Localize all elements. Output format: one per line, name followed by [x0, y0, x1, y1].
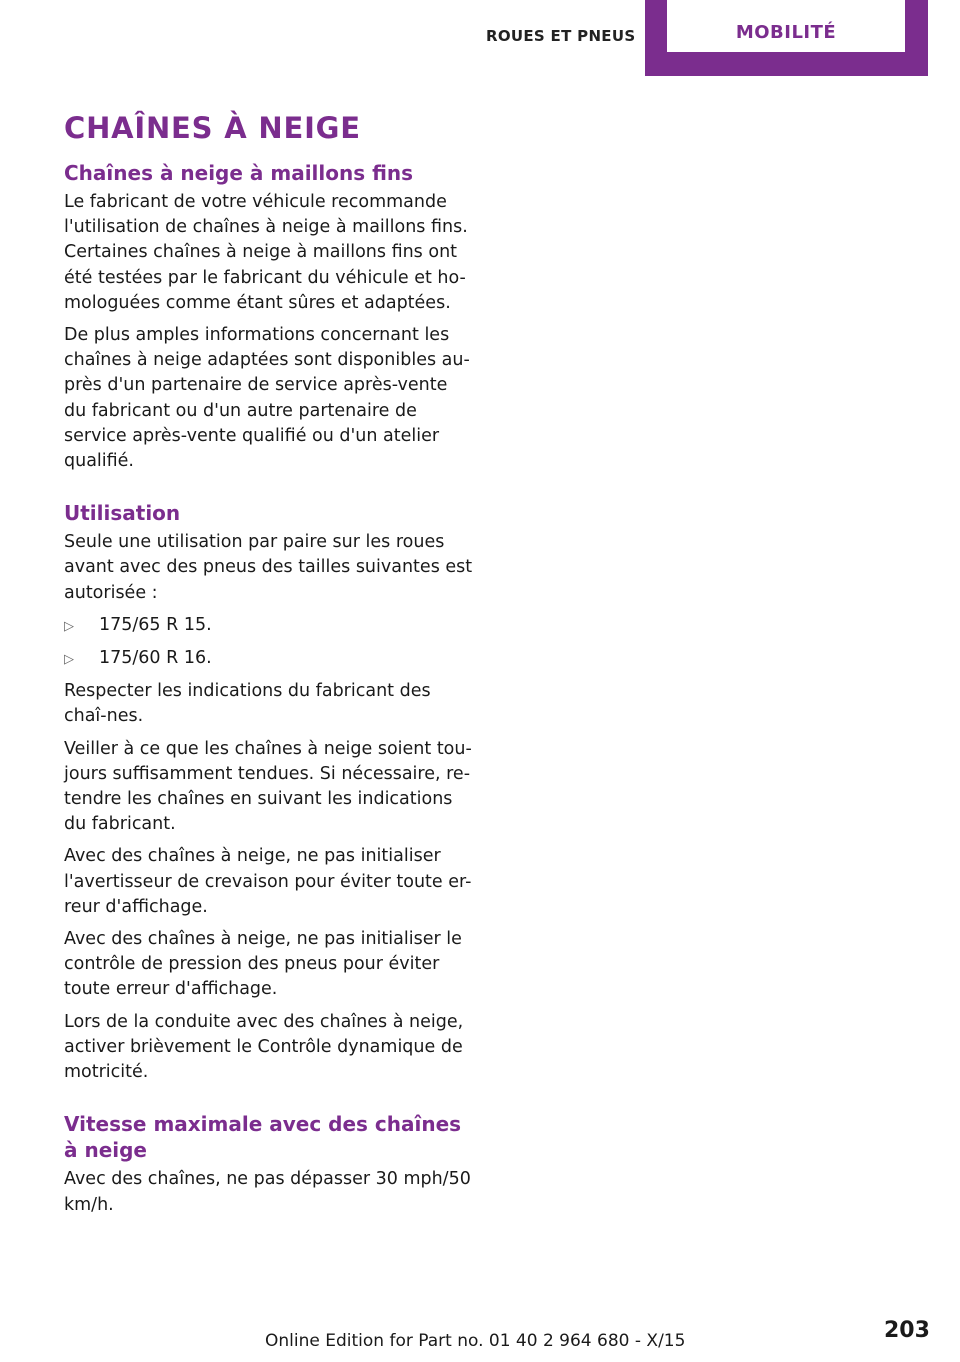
- triangle-right-icon: ▷: [64, 652, 74, 668]
- header-chapter-label: MOBILITÉ: [735, 22, 837, 43]
- section-heading-max-speed: Vitesse maximale avec des chaînes à neige: [64, 1112, 462, 1163]
- footer-edition: Online Edition for Part no. 01 40 2 964 680 - X/15: [265, 1331, 686, 1351]
- header-section-title: ROUES ET PNEUS: [486, 27, 636, 45]
- paragraph: Avec des chaînes, ne pas dépasser 30 mph/50 km/h.: [64, 1169, 471, 1215]
- paragraph: Seule une utilisation par paire sur les roues avant avec des pneus des tailles suivantes est autorisée :: [64, 532, 473, 603]
- page-title: CHAÎNES À NEIGE: [64, 111, 361, 145]
- header-chapter-tab: [645, 0, 928, 76]
- list-item-text: 175/60 R 16.: [99, 648, 212, 669]
- page-number: 203: [884, 1318, 930, 1343]
- header-chapter-tab-inner: [667, 0, 905, 52]
- paragraph: Le fabricant de votre véhicule recommande l'utilisation de chaînes à neige à maillons fins. Certaines chaînes à neige à maillons fins ont été testées par le fabricant du véhicule et ho-mologuées comme étant sûres et adaptées.: [64, 192, 468, 313]
- list-item: [64, 646, 474, 672]
- paragraph: De plus amples informations concernant les chaînes à neige adaptées sont disponibles au-près d'un partenaire de service après-vente du fabricant ou d'un autre partenaire de service après-vente qualifié ou d'un atelier qualifié.: [64, 325, 470, 472]
- paragraph: Avec des chaînes à neige, ne pas initialiser le contrôle de pression des pneus pour éviter toute erreur d'affichage.: [64, 929, 462, 1000]
- section-heading-usage: Utilisation: [64, 501, 181, 526]
- paragraph: Respecter les indications du fabricant des chaî-nes.: [64, 681, 431, 727]
- list-item: [64, 613, 474, 639]
- paragraph: Lors de la conduite avec des chaînes à neige, activer brièvement le Contrôle dynamique de motricité.: [64, 1011, 464, 1083]
- section-heading-fine-link-chains: Chaînes à neige à maillons fins: [64, 161, 414, 185]
- tire-size-list: [64, 613, 474, 672]
- triangle-right-icon: ▷: [64, 618, 74, 634]
- list-item-text: 175/65 R 15.: [99, 614, 212, 635]
- paragraph: Avec des chaînes à neige, ne pas initialiser l'avertisseur de crevaison pour éviter toute er-reur d'affichage.: [64, 846, 472, 917]
- paragraph: Veiller à ce que les chaînes à neige soient tou-jours suffisamment tendues. Si nécessaire, re-tendre les chaînes en suivant les indications du fabricant.: [64, 738, 472, 835]
- main-content: [64, 108, 474, 1225]
